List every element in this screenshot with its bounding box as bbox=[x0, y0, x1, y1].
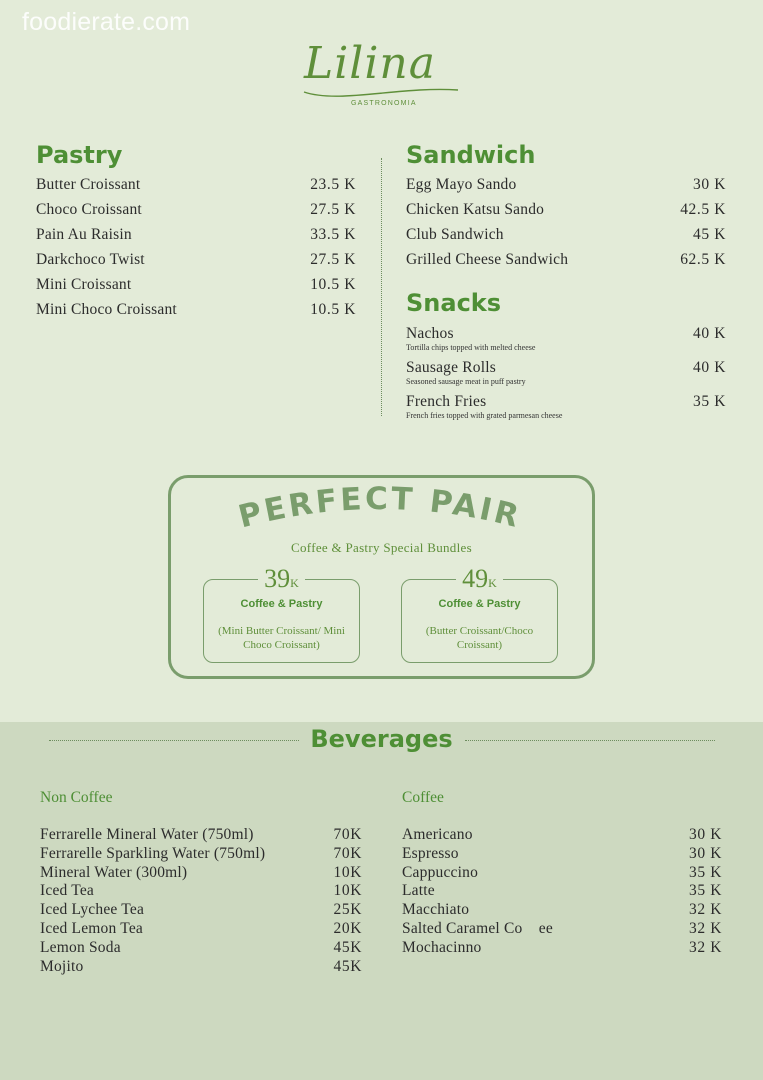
item-name: Lemon Soda bbox=[40, 938, 121, 956]
item-name: French Fries bbox=[406, 393, 487, 410]
menu-item bbox=[402, 901, 722, 920]
pastry-title: Pastry bbox=[36, 141, 123, 169]
bundle-price bbox=[204, 564, 359, 594]
item-name: Ferrarelle Mineral Water (750ml) bbox=[40, 826, 254, 843]
sandwich-list bbox=[406, 176, 726, 276]
brand-logo bbox=[300, 38, 462, 114]
item-price: 45K bbox=[333, 938, 362, 956]
item-price: 45K bbox=[333, 957, 362, 975]
snacks-list bbox=[406, 325, 726, 427]
item-price: 25K bbox=[333, 901, 362, 919]
item-price: 45 K bbox=[693, 226, 726, 243]
item-name: Pain Au Raisin bbox=[36, 226, 132, 243]
menu-item bbox=[402, 882, 722, 901]
menu-item bbox=[40, 826, 362, 845]
menu-item bbox=[402, 864, 722, 883]
item-name: Darkchoco Twist bbox=[36, 251, 145, 268]
bundle-card bbox=[401, 564, 558, 663]
item-price: 35 K bbox=[689, 882, 722, 900]
item-name: Iced Tea bbox=[40, 882, 95, 900]
item-price: 62.5 K bbox=[680, 251, 726, 268]
brand-name: Lilina bbox=[304, 38, 437, 89]
item-price: 10K bbox=[333, 882, 362, 900]
menu-item bbox=[40, 958, 362, 977]
menu-item bbox=[40, 901, 362, 920]
item-name: Americano bbox=[402, 826, 473, 843]
sandwich-title: Sandwich bbox=[406, 141, 536, 169]
item-name: Nachos bbox=[406, 325, 454, 342]
item-name: Mochacinno bbox=[402, 938, 482, 956]
item-price: 33.5 K bbox=[310, 226, 356, 243]
bundle-price-value: 49 bbox=[462, 564, 489, 593]
coffee-list bbox=[402, 826, 722, 958]
item-price: 35 K bbox=[693, 393, 726, 410]
item-price: 32 K bbox=[689, 901, 722, 919]
item-price: 30 K bbox=[689, 844, 722, 862]
item-name: Macchiato bbox=[402, 901, 470, 919]
svg-text:PERFECT PAIR bbox=[235, 482, 525, 535]
menu-item bbox=[40, 882, 362, 901]
perfect-pair-title-text: PERFECT PAIR bbox=[234, 482, 526, 536]
watermark: foodierate.com bbox=[22, 8, 191, 36]
item-name: Mini Choco Croissant bbox=[36, 301, 177, 318]
menu-item bbox=[36, 201, 356, 226]
menu-item bbox=[36, 176, 356, 201]
item-name: Salted Caramel Co ee bbox=[402, 919, 553, 937]
bundle-price-value: 39 bbox=[264, 564, 291, 593]
item-description: French fries topped with grated parmesan cheese bbox=[406, 411, 563, 420]
menu-item bbox=[406, 325, 726, 359]
bundle-detail: (Butter Croissant/Choco Croissant) bbox=[425, 625, 534, 651]
item-price: 40 K bbox=[693, 325, 726, 342]
menu-item bbox=[406, 226, 726, 251]
item-price: 32 K bbox=[689, 938, 722, 956]
item-price: 27.5 K bbox=[310, 251, 356, 268]
item-name: Chicken Katsu Sando bbox=[406, 201, 545, 218]
item-name: Espresso bbox=[402, 844, 459, 862]
non-coffee-list bbox=[40, 826, 362, 976]
item-price: 10K bbox=[333, 863, 362, 881]
item-name: Mineral Water (300ml) bbox=[40, 863, 188, 881]
item-name: Egg Mayo Sando bbox=[406, 176, 517, 193]
item-description: Tortilla chips topped with melted cheese bbox=[406, 343, 536, 352]
bundle-name: Coffee & Pastry bbox=[438, 598, 521, 610]
menu-item bbox=[406, 251, 726, 276]
snacks-title: Snacks bbox=[406, 289, 502, 317]
menu-item bbox=[36, 226, 356, 251]
bundle-name: Coffee & Pastry bbox=[240, 598, 323, 610]
item-name: Choco Croissant bbox=[36, 201, 142, 218]
item-price: 35 K bbox=[689, 863, 722, 881]
non-coffee-heading: Non Coffee bbox=[40, 789, 113, 806]
item-price: 70K bbox=[333, 826, 362, 843]
beverages-title: Beverages bbox=[0, 725, 763, 753]
item-price: 10.5 K bbox=[310, 301, 356, 318]
menu-item bbox=[402, 845, 722, 864]
coffee-heading: Coffee bbox=[402, 789, 444, 806]
item-price: 30 K bbox=[689, 826, 722, 843]
item-price: 40 K bbox=[693, 359, 726, 376]
menu-item bbox=[40, 864, 362, 883]
pastry-list bbox=[36, 176, 356, 326]
item-name: Mini Croissant bbox=[36, 276, 132, 293]
menu-item bbox=[36, 301, 356, 326]
item-price: 20K bbox=[333, 919, 362, 937]
bundle-price-unit: K bbox=[488, 576, 497, 590]
item-name: Mojito bbox=[40, 957, 84, 975]
item-name: Cappuccino bbox=[402, 863, 479, 881]
item-price: 32 K bbox=[689, 919, 722, 937]
column-divider bbox=[381, 158, 382, 416]
item-price: 10.5 K bbox=[310, 276, 356, 293]
menu-item bbox=[40, 845, 362, 864]
perfect-pair-title bbox=[215, 482, 545, 542]
bundle-price bbox=[402, 564, 557, 594]
menu-item bbox=[36, 251, 356, 276]
item-price: 70K bbox=[333, 844, 362, 862]
item-price: 23.5 K bbox=[310, 176, 356, 193]
menu-item bbox=[406, 393, 726, 427]
item-price: 30 K bbox=[693, 176, 726, 193]
item-price: 27.5 K bbox=[310, 201, 356, 218]
item-name: Latte bbox=[402, 882, 435, 900]
logo-swash bbox=[300, 82, 462, 102]
item-name: Grilled Cheese Sandwich bbox=[406, 251, 569, 268]
bundle-detail: (Mini Butter Croissant/ Mini Choco Croissant) bbox=[218, 625, 345, 651]
item-name: Iced Lemon Tea bbox=[40, 919, 143, 937]
menu-item bbox=[40, 939, 362, 958]
menu-item bbox=[406, 201, 726, 226]
menu-item bbox=[402, 939, 722, 958]
menu-item bbox=[406, 176, 726, 201]
menu-item bbox=[402, 826, 722, 845]
bundle-card bbox=[203, 564, 360, 663]
menu-item bbox=[406, 359, 726, 393]
perfect-pair-subtitle: Coffee & Pastry Special Bundles bbox=[291, 540, 472, 555]
item-description: Seasoned sausage meat in puff pastry bbox=[406, 377, 526, 386]
menu-item bbox=[402, 920, 722, 939]
item-name: Butter Croissant bbox=[36, 176, 141, 193]
brand-tagline: GASTRONOMIA bbox=[351, 100, 417, 107]
menu-item bbox=[36, 276, 356, 301]
item-name: Sausage Rolls bbox=[406, 359, 496, 376]
bundle-price-unit: K bbox=[290, 576, 299, 590]
menu-item bbox=[40, 920, 362, 939]
item-name: Club Sandwich bbox=[406, 226, 504, 243]
item-name: Iced Lychee Tea bbox=[40, 901, 145, 919]
item-name: Ferrarelle Sparkling Water (750ml) bbox=[40, 844, 266, 862]
item-price: 42.5 K bbox=[680, 201, 726, 218]
